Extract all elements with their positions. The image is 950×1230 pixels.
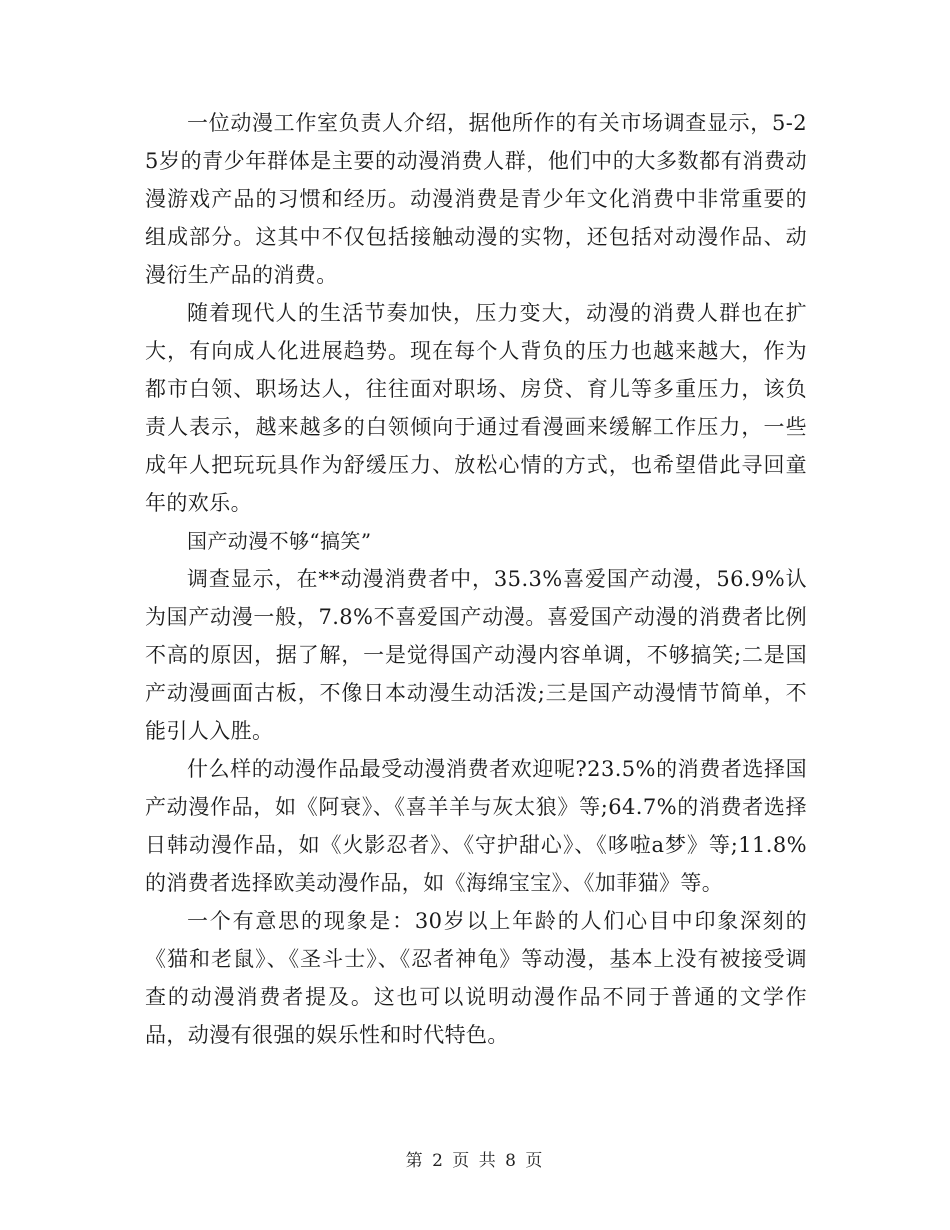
- section-heading: 国产动漫不够“搞笑”: [187, 529, 372, 553]
- paragraph-market-survey: 一位动漫工作室负责人介绍，据他所作的有关市场调查显示，5-25岁的青少年群体是主要的动漫消费人群，他们中的大多数都有消费动漫游戏产品的习惯和经历。动漫消费是青少年文化消费中非常重要的组成部分。这其中不仅包括接触动漫的实物，还包括对动漫作品、动漫衍生产品的消费。: [145, 111, 807, 287]
- paragraph-domestic-survey: 调查显示，在**动漫消费者中，35.3%喜爱国产动漫，56.9%认为国产动漫一般，7.8%不喜爱国产动漫。喜爱国产动漫的消费者比例不高的原因，据了解，一是觉得国产动漫内容单调，不够搞笑;二是国产动漫画面古板，不像日本动漫生动活泼;三是国产动漫情节简单，不能引人入胜。: [145, 567, 807, 743]
- paragraph-interesting-phenomenon: 一个有意思的现象是：30岁以上年龄的人们心目中印象深刻的《猫和老鼠》、《圣斗士》、《忍者神龟》等动漫，基本上没有被接受调查的动漫消费者提及。这也可以说明动漫作品不同于普通的文学作品，动漫有很强的娱乐性和时代特色。: [145, 909, 807, 1047]
- page-number-footer: 第 2 页 共 8 页: [405, 1151, 545, 1171]
- paragraph-popular-works: 什么样的动漫作品最受动漫消费者欢迎呢?23.5%的消费者选择国产动漫作品，如《阿衰》、《喜羊羊与灰太狼》等;64.7%的消费者选择日韩动漫作品，如《火影忍者》、《守护甜心》、《哆啦a梦》等;11.8%的消费者选择欧美动漫作品，如《海绵宝宝》、《加菲猫》等。: [145, 757, 807, 895]
- paragraph-adult-consumers: 随着现代人的生活节奏加快，压力变大，动漫的消费人群也在扩大，有向成人化进展趋势。现在每个人背负的压力也越来越大，作为都市白领、职场达人，往往面对职场、房贷、育儿等多重压力，该负责人表示，越来越多的白领倾向于通过看漫画来缓解工作压力，一些成年人把玩玩具作为舒缓压力、放松心情的方式，也希望借此寻回童年的欢乐。: [145, 301, 807, 515]
- document-body: [145, 104, 807, 1054]
